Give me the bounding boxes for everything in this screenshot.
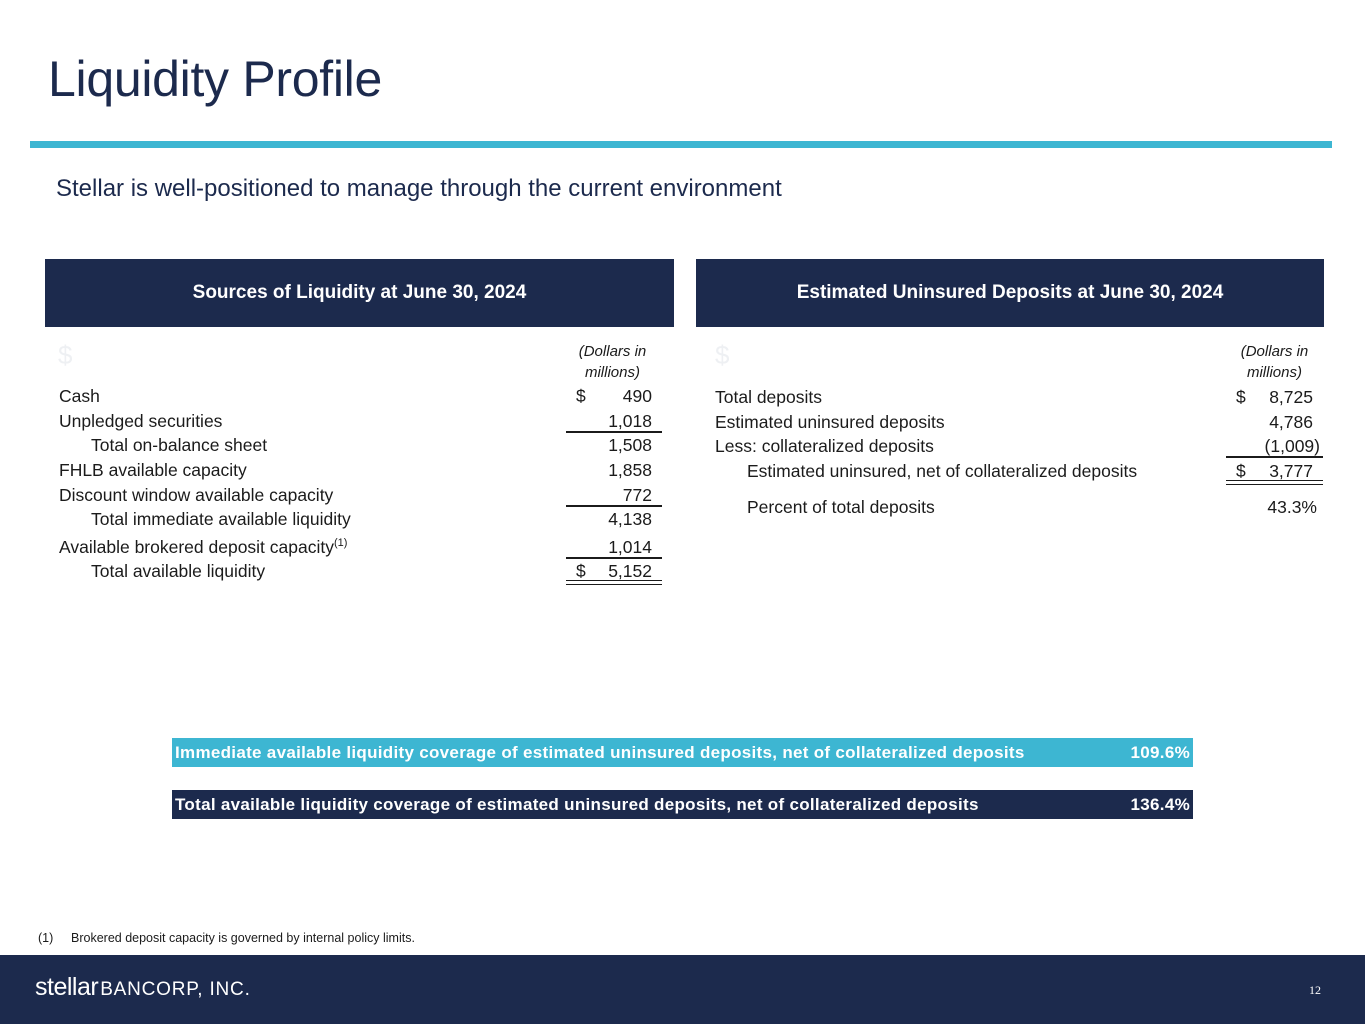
left-row-label: Unpledged securities — [59, 411, 223, 431]
coverage-value: 136.4% — [1130, 794, 1190, 814]
right-row-label: Total deposits — [715, 387, 823, 407]
page-title: Liquidity Profile — [48, 51, 382, 107]
left-row-label: Cash — [59, 386, 100, 406]
dollar-watermark-icon: $ — [58, 340, 73, 370]
currency-symbol: $ — [576, 386, 586, 406]
coverage-label: Total available liquidity coverage of estimated uninsured deposits, net of collateralized deposits — [175, 794, 979, 814]
subtotal-rule — [566, 505, 662, 507]
right-row-value: 4,786 — [1269, 412, 1313, 432]
right-row-value: 3,777 — [1269, 461, 1313, 481]
total-double-rule — [1226, 480, 1323, 485]
sources-of-liquidity-header: Sources of Liquidity at June 30, 2024 — [45, 259, 674, 327]
right-row-label: Percent of total deposits — [747, 497, 935, 517]
footnote — [38, 931, 415, 945]
subtotal-rule — [566, 557, 662, 559]
footer-bar — [0, 955, 1365, 1024]
left-row-value: 1,014 — [608, 537, 652, 557]
right-row-value: (1,009) — [1264, 436, 1320, 456]
coverage-value: 109.6% — [1130, 742, 1190, 762]
left-row-label: Total available liquidity — [91, 561, 266, 581]
footnote-text: Brokered deposit capacity is governed by internal policy limits. — [71, 931, 415, 945]
right-row-value: 8,725 — [1269, 387, 1313, 407]
immediate-liquidity-coverage-bar — [172, 738, 1193, 767]
left-row-value: 5,152 — [608, 561, 652, 581]
left-row-label: Available brokered deposit capacity$^{(1)}$ — [59, 537, 348, 557]
subtotal-rule — [566, 431, 662, 433]
right-row-label: Estimated uninsured deposits — [715, 412, 945, 432]
left-row-value: 772 — [622, 485, 652, 505]
page-number: 12 — [1309, 983, 1321, 997]
left-row-label: Total immediate available liquidity — [91, 509, 351, 529]
right-unit-label: (Dollars in millions) — [1240, 343, 1309, 381]
subtotal-rule — [1226, 456, 1323, 458]
title-divider — [30, 141, 1332, 148]
right-row-label: Estimated uninsured, net of collateralized deposits — [747, 461, 1138, 481]
currency-symbol: $ — [1236, 461, 1246, 481]
currency-symbol: $ — [576, 561, 586, 581]
left-row-value: 1,508 — [608, 435, 652, 455]
footnote-marker: (1) — [333, 537, 348, 550]
uninsured-deposits-header: Estimated Uninsured Deposits at June 30, 2024 — [696, 259, 1324, 327]
left-row-value: 4,138 — [608, 509, 652, 529]
stellar-bancorp-logo: stellar BANCORP, INC. — [35, 973, 251, 1001]
left-unit-label: (Dollars in millions) — [578, 343, 647, 381]
total-liquidity-coverage-bar — [172, 790, 1193, 819]
coverage-label: Immediate available liquidity coverage of estimated uninsured deposits, net of collateralized deposits — [175, 742, 1025, 762]
total-double-rule — [566, 580, 662, 585]
left-row-label: Total on-balance sheet — [91, 435, 268, 455]
right-row-label: Less: collateralized deposits — [715, 436, 934, 456]
left-row-value: 1,018 — [608, 411, 652, 431]
dollar-watermark-icon: $ — [715, 340, 730, 370]
page-subtitle: Stellar is well-positioned to manage through the current environment — [56, 175, 782, 202]
left-row-value: 1,858 — [608, 460, 652, 480]
left-row-label: Discount window available capacity — [59, 485, 334, 505]
right-row-value: 43.3% — [1267, 497, 1317, 517]
footnote-number: (1) — [38, 931, 54, 945]
currency-symbol: $ — [1236, 387, 1246, 407]
left-row-label: FHLB available capacity — [59, 460, 247, 480]
left-row-value: 490 — [622, 386, 652, 406]
